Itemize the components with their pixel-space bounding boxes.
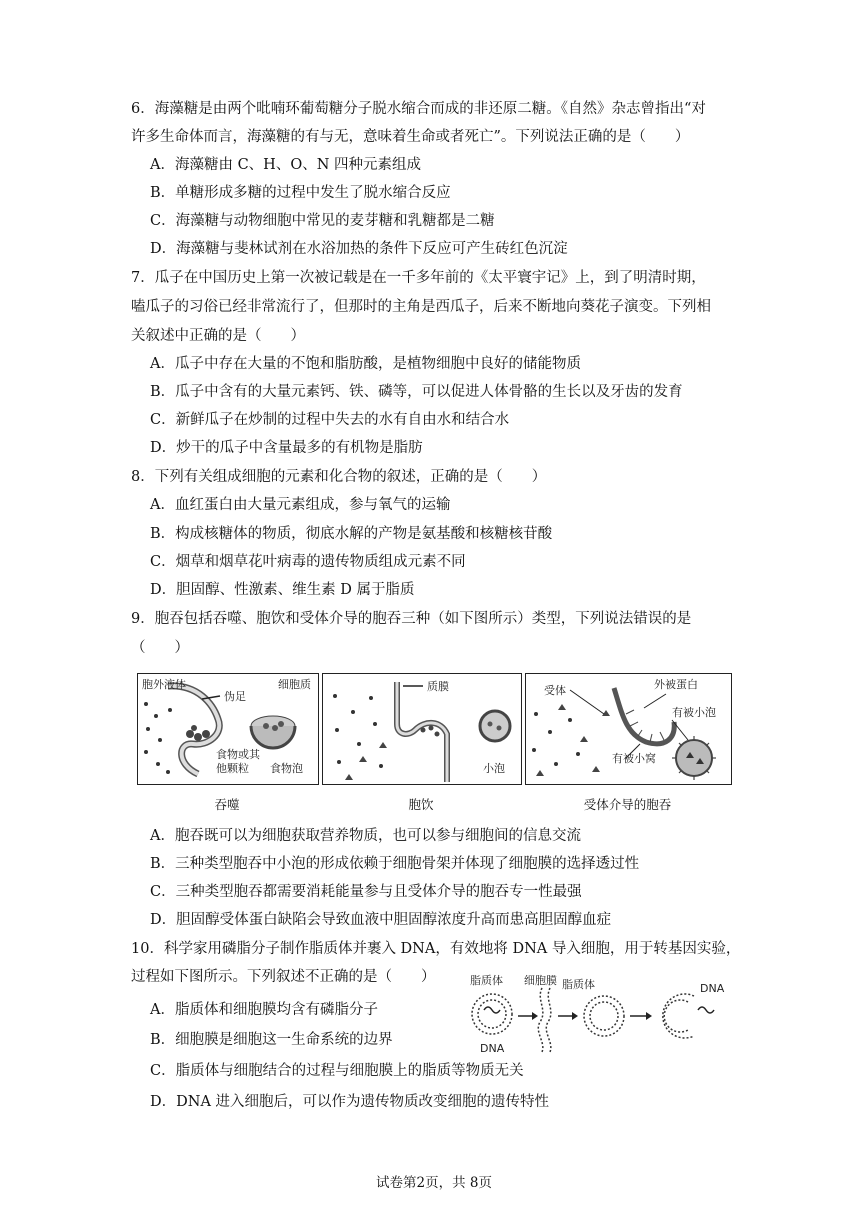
label-extracellular-fluid: 胞外液体	[142, 678, 186, 691]
label-receptor: 受体	[544, 684, 566, 697]
label-plasma-membrane: 质膜	[427, 680, 449, 693]
q9-option-a: A．胞吞既可以为细胞获取营养物质，也可以参与细胞间的信息交流	[150, 828, 581, 844]
q9-option-b: B．三种类型胞吞中小泡的形成依赖于细胞骨架并体现了细胞膜的选择透过性	[150, 856, 640, 872]
label-food-vacuole: 食物泡	[270, 762, 303, 775]
q10-option-d: D．DNA 进入细胞后，可以作为遗传物质改变细胞的遗传特性	[150, 1094, 550, 1110]
label-food-particles-1: 食物或其	[216, 748, 260, 761]
label-cytoplasm: 细胞质	[278, 678, 311, 691]
q10-figure-liposome	[462, 970, 734, 1054]
q9-option-c: C．三种类型胞吞都需要消耗能量参与且受体介导的胞吞专一性最强	[150, 884, 582, 900]
q9-option-d: D．胆固醇受体蛋白缺陷会导致血液中胆固醇浓度升高而患高胆固醇血症	[150, 912, 612, 928]
q9-stem-line1: 9．胞吞包括吞噬、胞饮和受体介导的胞吞三种（如下图所示）类型，下列说法错误的是	[131, 611, 692, 627]
caption-phagocytosis: 吞噬	[214, 797, 240, 812]
page-footer: 试卷第2页，共 8页	[376, 1175, 492, 1191]
q10-stem-line2: 过程如下图所示。下列叙述不正确的是（ ）	[131, 969, 436, 985]
phagocytosis-diagram	[138, 674, 318, 784]
q6-option-b: B．单糖形成多糖的过程中发生了脱水缩合反应	[150, 185, 451, 201]
label-coat-protein: 外被蛋白	[654, 678, 698, 691]
q8-option-c: C．烟草和烟草花叶病毒的遗传物质组成元素不同	[150, 554, 466, 570]
q7-option-a: A．瓜子中存在大量的不饱和脂肪酸，是植物细胞中良好的储能物质	[150, 356, 581, 372]
q9-stem-line2: （ ）	[131, 640, 189, 656]
label-food-particles-2: 他颗粒	[216, 762, 249, 775]
q10-option-a: A．脂质体和细胞膜均含有磷脂分子	[150, 1002, 378, 1018]
q6-option-c: C．海藻糖与动物细胞中常见的麦芽糖和乳糖都是二糖	[150, 213, 495, 229]
label-liposome-1: 脂质体	[470, 974, 503, 987]
q9-figure-pinocytosis	[322, 673, 522, 785]
q8-option-b: B．构成核糖体的物质，彻底水解的产物是氨基酸和核糖核苷酸	[150, 526, 553, 542]
label-coated-vesicle: 有被小泡	[672, 706, 716, 719]
liposome-diagram	[462, 970, 734, 1054]
label-vesicle: 小泡	[483, 762, 505, 775]
receptor-mediated-diagram	[526, 674, 731, 784]
q7-option-b: B．瓜子中含有的大量元素钙、铁、磷等，可以促进人体骨骼的生长以及牙齿的发育	[150, 384, 683, 400]
q10-option-b: B．细胞膜是细胞这一生命系统的边界	[150, 1032, 393, 1048]
q7-option-d: D．炒干的瓜子中含量最多的有机物是脂肪	[150, 440, 423, 456]
q8-stem-line1: 8．下列有关组成细胞的元素和化合物的叙述，正确的是（ ）	[131, 469, 547, 485]
label-dna-1: DNA	[480, 1042, 505, 1054]
q7-stem-line3: 关叙述中正确的是（ ）	[131, 328, 305, 344]
label-coated-pit: 有被小窝	[612, 752, 656, 765]
q10-option-c: C．脂质体与细胞结合的过程与细胞膜上的脂质等物质无关	[150, 1063, 524, 1079]
q6-option-d: D．海藻糖与斐林试剂在水浴加热的条件下反应可产生砖红色沉淀	[150, 241, 568, 257]
q8-option-d: D．胆固醇、性激素、维生素 D 属于脂质	[150, 582, 415, 598]
q6-option-a: A．海藻糖由 C、H、O、N 四种元素组成	[150, 157, 422, 173]
q6-stem-line2: 许多生命体而言，海藻糖的有与无，意味着生命或者死亡”。下列说法正确的是（ ）	[131, 129, 690, 145]
q7-option-c: C．新鲜瓜子在炒制的过程中失去的水有自由水和结合水	[150, 412, 510, 428]
label-cell-membrane: 细胞膜	[524, 974, 557, 987]
label-pseudopod: 伪足	[224, 690, 246, 703]
pinocytosis-diagram	[323, 674, 521, 784]
q9-figure-receptor-mediated	[525, 673, 732, 785]
q8-option-a: A．血红蛋白由大量元素组成，参与氧气的运输	[150, 497, 451, 513]
q9-figure-phagocytosis	[137, 673, 319, 785]
q7-stem-line2: 嗑瓜子的习俗已经非常流行了，但那时的主角是西瓜子，后来不断地向葵花子演变。下列相	[131, 299, 711, 315]
label-liposome-2: 脂质体	[562, 978, 595, 991]
label-dna-2: DNA	[700, 982, 725, 995]
q6-stem-line1: 6．海藻糖是由两个吡喃环葡萄糖分子脱水缩合而成的非还原二糖。《自然》杂志曾指出“对	[131, 101, 706, 117]
q7-stem-line1: 7．瓜子在中国历史上第一次被记载是在一千多年前的《太平寰宇记》上，到了明清时期，	[131, 270, 706, 286]
caption-receptor-mediated: 受体介导的胞吞	[583, 797, 672, 812]
caption-pinocytosis: 胞饮	[408, 797, 434, 812]
q10-stem-line1: 10．科学家用磷脂分子制作脂质体并裹入 DNA，有效地将 DNA 导入细胞，用于转基因实验，	[131, 941, 741, 957]
